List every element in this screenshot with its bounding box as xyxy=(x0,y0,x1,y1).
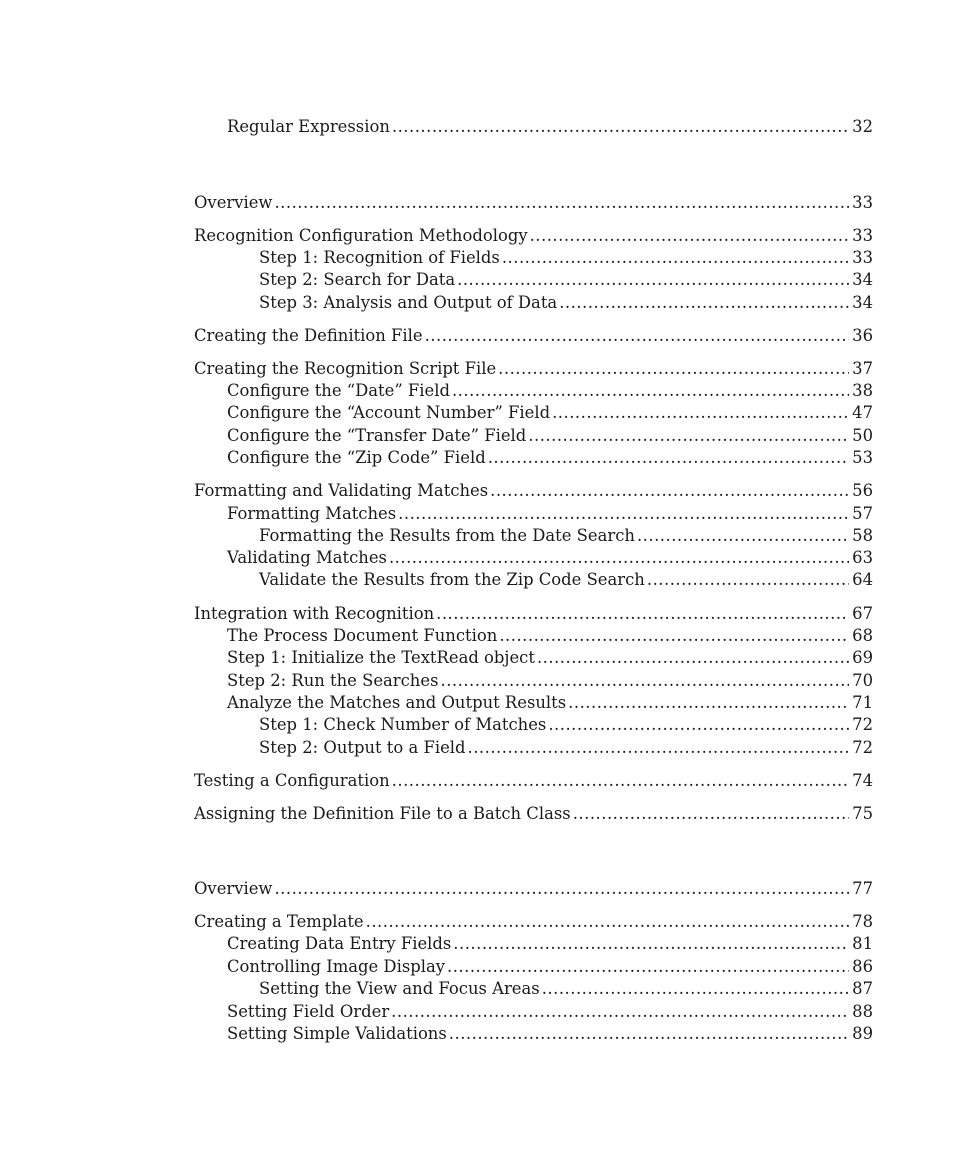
toc-entry[interactable] xyxy=(194,193,873,213)
toc-entry-title: Configure the “Account Number” Field xyxy=(227,403,551,422)
toc-entry-page: 89 xyxy=(852,1024,873,1043)
toc-leader-dots xyxy=(425,326,850,346)
toc-entry-page: 64 xyxy=(852,570,873,589)
toc-entry[interactable] xyxy=(227,548,873,568)
toc-entry-page: 87 xyxy=(852,979,873,998)
toc-entry-title: Creating Data Entry Fields xyxy=(227,934,452,953)
toc-entry-page: 75 xyxy=(852,804,873,823)
toc-entry-page: 57 xyxy=(852,504,873,523)
toc-entry-title: Setting Field Order xyxy=(227,1002,390,1021)
toc-entry-page: 33 xyxy=(852,248,873,267)
toc-entry-page: 33 xyxy=(852,193,873,212)
toc-entry[interactable] xyxy=(227,626,873,646)
toc-entry-page: 32 xyxy=(852,117,873,136)
toc-entry[interactable] xyxy=(259,293,873,313)
toc-leader-dots xyxy=(568,693,849,713)
toc-entry-title: Overview xyxy=(194,879,273,898)
toc-entry-page: 34 xyxy=(852,270,873,289)
toc-entry-title: Step 1: Recognition of Fields xyxy=(259,248,500,267)
toc-leader-dots xyxy=(499,626,849,646)
toc-entry-page: 72 xyxy=(852,738,873,757)
toc-entry[interactable] xyxy=(227,648,873,668)
toc-leader-dots xyxy=(449,1024,849,1044)
toc-entry-title: Step 2: Output to a Field xyxy=(259,738,466,757)
toc-leader-dots xyxy=(468,738,850,758)
toc-entry-title: Configure the “Transfer Date” Field xyxy=(227,426,527,445)
toc-entry[interactable] xyxy=(227,381,873,401)
toc-entry-page: 70 xyxy=(852,671,873,690)
toc-entry-title: Testing a Configuration xyxy=(194,771,390,790)
toc-entry-title: Creating a Template xyxy=(194,912,364,931)
toc-entry-title: Setting the View and Focus Areas xyxy=(259,979,540,998)
toc-entry[interactable] xyxy=(194,326,873,346)
toc-entry-title: Controlling Image Display xyxy=(227,957,445,976)
toc-entry-title: Setting Simple Validations xyxy=(227,1024,447,1043)
toc-entry-title: Assigning the Definition File to a Batch Class xyxy=(194,804,571,823)
toc-entry-title: Formatting the Results from the Date Search xyxy=(259,526,635,545)
toc-entry-title: Validate the Results from the Zip Code Search xyxy=(259,570,645,589)
toc-entry-title: Creating the Recognition Script File xyxy=(194,359,497,378)
toc-entry-page: 37 xyxy=(852,359,873,378)
toc-entry-title: Recognition Configuration Methodology xyxy=(194,226,528,245)
toc-leader-dots xyxy=(457,270,849,290)
toc-leader-dots xyxy=(502,248,849,268)
toc-entry-title: Creating the Definition File xyxy=(194,326,423,345)
toc-entry-page: 53 xyxy=(852,448,873,467)
toc-entry[interactable] xyxy=(227,671,873,691)
toc-entry[interactable] xyxy=(227,117,873,137)
toc-entry-title: Step 2: Run the Searches xyxy=(227,671,439,690)
toc-leader-dots xyxy=(389,548,849,568)
toc-entry-title: Formatting and Validating Matches xyxy=(194,481,489,500)
toc-leader-dots xyxy=(452,381,849,401)
toc-entry-page: 69 xyxy=(852,648,873,667)
toc-entry[interactable] xyxy=(227,448,873,468)
toc-entry-title: Step 3: Analysis and Output of Data xyxy=(259,293,558,312)
toc-leader-dots xyxy=(274,193,849,213)
toc-entry[interactable] xyxy=(194,879,873,899)
toc-entry-page: 74 xyxy=(852,771,873,790)
toc-entry-page: 38 xyxy=(852,381,873,400)
toc-entry-title: Step 1: Check Number of Matches xyxy=(259,715,547,734)
toc-entry[interactable] xyxy=(194,226,873,246)
toc-entry[interactable] xyxy=(259,526,873,546)
toc-entry-page: 58 xyxy=(852,526,873,545)
toc-entry[interactable] xyxy=(194,481,873,501)
toc-leader-dots xyxy=(453,934,849,954)
toc-entry-page: 86 xyxy=(852,957,873,976)
toc-leader-dots xyxy=(490,481,849,501)
toc-entry-title: Validating Matches xyxy=(227,548,387,567)
toc-entry-title: The Process Document Function xyxy=(227,626,498,645)
toc-leader-dots xyxy=(440,671,849,691)
toc-leader-dots xyxy=(537,648,849,668)
toc-leader-dots xyxy=(530,226,850,246)
toc-entry-title: Analyze the Matches and Output Results xyxy=(227,693,567,712)
toc-leader-dots xyxy=(647,570,849,590)
toc-leader-dots xyxy=(392,771,849,791)
toc-leader-dots xyxy=(498,359,849,379)
toc-leader-dots xyxy=(447,957,849,977)
toc-entry-page: 71 xyxy=(852,693,873,712)
toc-entry-title: Configure the “Date” Field xyxy=(227,381,450,400)
toc-entry-page: 36 xyxy=(852,326,873,345)
toc-entry[interactable] xyxy=(259,570,873,590)
toc-entry-page: 72 xyxy=(852,715,873,734)
toc-entry-title: Step 1: Initialize the TextRead object xyxy=(227,648,535,667)
toc-leader-dots xyxy=(637,526,849,546)
toc-entry[interactable] xyxy=(227,403,873,423)
toc-leader-dots xyxy=(391,1002,849,1022)
toc-entry-page: 68 xyxy=(852,626,873,645)
toc-entry[interactable] xyxy=(227,693,873,713)
toc-entry-title: Step 2: Search for Data xyxy=(259,270,456,289)
toc-entry-page: 81 xyxy=(852,934,873,953)
toc-leader-dots xyxy=(274,879,849,899)
toc-entry-page: 67 xyxy=(852,604,873,623)
toc-leader-dots xyxy=(528,426,849,446)
toc-leader-dots xyxy=(436,604,849,624)
toc-entry[interactable] xyxy=(227,504,873,524)
toc-leader-dots xyxy=(552,403,849,423)
toc-entry-page: 88 xyxy=(852,1002,873,1021)
toc-entry-page: 56 xyxy=(852,481,873,500)
toc-entry[interactable] xyxy=(194,912,873,932)
toc-entry[interactable] xyxy=(227,1024,873,1044)
toc-entry[interactable] xyxy=(259,248,873,268)
toc-leader-dots xyxy=(398,504,849,524)
toc-entry[interactable] xyxy=(259,270,873,290)
toc-entry[interactable] xyxy=(227,934,873,954)
toc-entry-page: 33 xyxy=(852,226,873,245)
toc-leader-dots xyxy=(488,448,849,468)
toc-entry-title: Formatting Matches xyxy=(227,504,397,523)
toc-leader-dots xyxy=(573,804,849,824)
toc-leader-dots xyxy=(548,715,849,735)
toc-entry-page: 34 xyxy=(852,293,873,312)
toc-leader-dots xyxy=(392,117,849,137)
toc-entry-page: 47 xyxy=(852,403,873,422)
toc-entry-page: 77 xyxy=(852,879,873,898)
toc-entry[interactable] xyxy=(194,804,873,824)
toc-entry-title: Regular Expression xyxy=(227,117,390,136)
toc-leader-dots xyxy=(559,293,849,313)
toc-entry-page: 78 xyxy=(852,912,873,931)
toc-entry[interactable] xyxy=(259,979,873,999)
toc-entry[interactable] xyxy=(194,604,873,624)
toc-entry[interactable] xyxy=(194,771,873,791)
toc-entry[interactable] xyxy=(227,957,873,977)
toc-entry[interactable] xyxy=(259,715,873,735)
toc-entry-page: 63 xyxy=(852,548,873,567)
toc-entry-title: Configure the “Zip Code” Field xyxy=(227,448,486,467)
toc-entry-page: 50 xyxy=(852,426,873,445)
toc-entry-title: Integration with Recognition xyxy=(194,604,435,623)
toc-leader-dots xyxy=(366,912,850,932)
toc-entry[interactable] xyxy=(227,1002,873,1022)
toc-leader-dots xyxy=(542,979,849,999)
toc-entry[interactable] xyxy=(259,738,873,758)
toc-entry[interactable] xyxy=(194,359,873,379)
toc-entry[interactable] xyxy=(227,426,873,446)
toc-entry-title: Overview xyxy=(194,193,273,212)
